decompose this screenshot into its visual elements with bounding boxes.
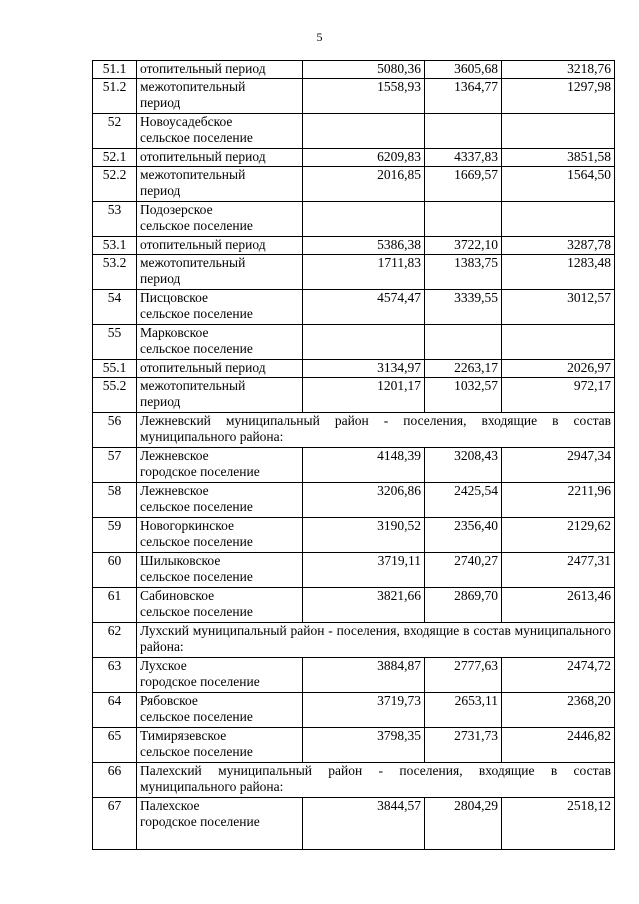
settlement-name: Писцовское сельское поселение [137, 290, 303, 325]
settlement-name: Лухское городское поселение [137, 658, 303, 693]
value-col-3: 2518,12 [502, 798, 615, 850]
settlement-name: Новогоркинское сельское поселение [137, 518, 303, 553]
value-col-3: 2474,72 [502, 658, 615, 693]
value-col-3 [502, 202, 615, 237]
section-heading: Лежневский муниципальный район - поселения, входящие в состав муниципального района: [137, 413, 615, 448]
value-col-2: 3208,43 [425, 448, 502, 483]
row-number: 52.1 [93, 149, 137, 167]
value-col-1 [303, 325, 425, 360]
row-number: 52 [93, 114, 137, 149]
value-col-2 [425, 202, 502, 237]
row-number: 64 [93, 693, 137, 728]
value-col-2 [425, 114, 502, 149]
settlement-name: Тимирязевское сельское поселение [137, 728, 303, 763]
value-col-1: 1201,17 [303, 378, 425, 413]
value-col-1: 3190,52 [303, 518, 425, 553]
row-number: 52.2 [93, 167, 137, 202]
table-row [93, 290, 615, 325]
value-col-3 [502, 325, 615, 360]
table-row [93, 79, 615, 114]
table-row [93, 149, 615, 167]
value-col-3: 1283,48 [502, 255, 615, 290]
settlement-name: отопительный период [137, 360, 303, 378]
settlement-name: Рябовское сельское поселение [137, 693, 303, 728]
value-col-3: 2446,82 [502, 728, 615, 763]
table-row [93, 378, 615, 413]
table-row [93, 448, 615, 483]
settlement-name: Новоусадебское сельское поселение [137, 114, 303, 149]
value-col-1: 3844,57 [303, 798, 425, 850]
value-col-3: 2613,46 [502, 588, 615, 623]
value-col-2: 2263,17 [425, 360, 502, 378]
settlement-name: Марковское сельское поселение [137, 325, 303, 360]
value-col-1: 5080,36 [303, 61, 425, 79]
value-col-1: 6209,83 [303, 149, 425, 167]
value-col-1: 1558,93 [303, 79, 425, 114]
value-col-2: 3722,10 [425, 237, 502, 255]
value-col-3: 3851,58 [502, 149, 615, 167]
table-row [93, 360, 615, 378]
row-number: 53.2 [93, 255, 137, 290]
value-col-1: 1711,83 [303, 255, 425, 290]
table-row [93, 61, 615, 79]
value-col-2: 1032,57 [425, 378, 502, 413]
value-col-1: 3719,73 [303, 693, 425, 728]
table-row [93, 237, 615, 255]
table-row [93, 693, 615, 728]
value-col-1: 4574,47 [303, 290, 425, 325]
value-col-2: 2731,73 [425, 728, 502, 763]
table-row [93, 658, 615, 693]
value-col-3: 2368,20 [502, 693, 615, 728]
value-col-2 [425, 325, 502, 360]
row-number: 55 [93, 325, 137, 360]
table-row [93, 413, 615, 448]
settlement-name: отопительный период [137, 237, 303, 255]
row-number: 66 [93, 763, 137, 798]
settlement-name: отопительный период [137, 149, 303, 167]
row-number: 65 [93, 728, 137, 763]
table-row [93, 167, 615, 202]
row-number: 61 [93, 588, 137, 623]
value-col-2: 2777,63 [425, 658, 502, 693]
value-col-2: 2740,27 [425, 553, 502, 588]
value-col-3: 2477,31 [502, 553, 615, 588]
settlement-name: межотопительный период [137, 167, 303, 202]
settlement-name: Сабиновское сельское поселение [137, 588, 303, 623]
value-col-2: 3605,68 [425, 61, 502, 79]
row-number: 60 [93, 553, 137, 588]
settlement-name: Шилыковское сельское поселение [137, 553, 303, 588]
row-number: 57 [93, 448, 137, 483]
table-row [93, 798, 615, 850]
row-number: 58 [93, 483, 137, 518]
table-row [93, 202, 615, 237]
row-number: 55.1 [93, 360, 137, 378]
table-row [93, 114, 615, 149]
value-col-3: 1297,98 [502, 79, 615, 114]
value-col-1: 5386,38 [303, 237, 425, 255]
value-col-2: 1364,77 [425, 79, 502, 114]
page-number: 5 [316, 30, 323, 44]
settlement-name: Подозерское сельское поселение [137, 202, 303, 237]
value-col-3: 3012,57 [502, 290, 615, 325]
row-number: 63 [93, 658, 137, 693]
row-number: 51.1 [93, 61, 137, 79]
settlement-name: Лежневское городское поселение [137, 448, 303, 483]
settlement-name: межотопительный период [137, 79, 303, 114]
value-col-2: 1669,57 [425, 167, 502, 202]
value-col-2: 2653,11 [425, 693, 502, 728]
tariff-table [92, 60, 615, 850]
table-row [93, 763, 615, 798]
value-col-2: 1383,75 [425, 255, 502, 290]
value-col-1: 3719,11 [303, 553, 425, 588]
section-heading: Палехский муниципальный район - поселения, входящие в состав муниципального района: [137, 763, 615, 798]
value-col-3: 3218,76 [502, 61, 615, 79]
section-heading: Лухский муниципальный район - поселения, входящие в состав муниципального района: [137, 623, 615, 658]
value-col-3 [502, 114, 615, 149]
settlement-name: отопительный период [137, 61, 303, 79]
table-row [93, 255, 615, 290]
settlement-name: межотопительный период [137, 378, 303, 413]
value-col-2: 2804,29 [425, 798, 502, 850]
settlement-name: Лежневское сельское поселение [137, 483, 303, 518]
value-col-1 [303, 202, 425, 237]
row-number: 53 [93, 202, 137, 237]
value-col-3: 2026,97 [502, 360, 615, 378]
row-number: 55.2 [93, 378, 137, 413]
value-col-2: 2869,70 [425, 588, 502, 623]
row-number: 59 [93, 518, 137, 553]
row-number: 56 [93, 413, 137, 448]
value-col-2: 2356,40 [425, 518, 502, 553]
settlement-name: межотопительный период [137, 255, 303, 290]
table-row [93, 483, 615, 518]
value-col-1: 3798,35 [303, 728, 425, 763]
row-number: 67 [93, 798, 137, 850]
value-col-1 [303, 114, 425, 149]
row-number: 53.1 [93, 237, 137, 255]
value-col-2: 4337,83 [425, 149, 502, 167]
value-col-1: 4148,39 [303, 448, 425, 483]
settlement-name: Палехское городское поселение [137, 798, 303, 850]
table-row [93, 325, 615, 360]
row-number: 51.2 [93, 79, 137, 114]
table-row [93, 728, 615, 763]
table-row [93, 623, 615, 658]
value-col-2: 3339,55 [425, 290, 502, 325]
value-col-3: 2129,62 [502, 518, 615, 553]
value-col-3: 3287,78 [502, 237, 615, 255]
table-row [93, 588, 615, 623]
value-col-3: 2211,96 [502, 483, 615, 518]
value-col-3: 1564,50 [502, 167, 615, 202]
value-col-1: 2016,85 [303, 167, 425, 202]
value-col-1: 3134,97 [303, 360, 425, 378]
table-row [93, 518, 615, 553]
value-col-3: 2947,34 [502, 448, 615, 483]
table-row [93, 553, 615, 588]
value-col-2: 2425,54 [425, 483, 502, 518]
value-col-1: 3206,86 [303, 483, 425, 518]
value-col-3: 972,17 [502, 378, 615, 413]
row-number: 54 [93, 290, 137, 325]
value-col-1: 3884,87 [303, 658, 425, 693]
row-number: 62 [93, 623, 137, 658]
value-col-1: 3821,66 [303, 588, 425, 623]
